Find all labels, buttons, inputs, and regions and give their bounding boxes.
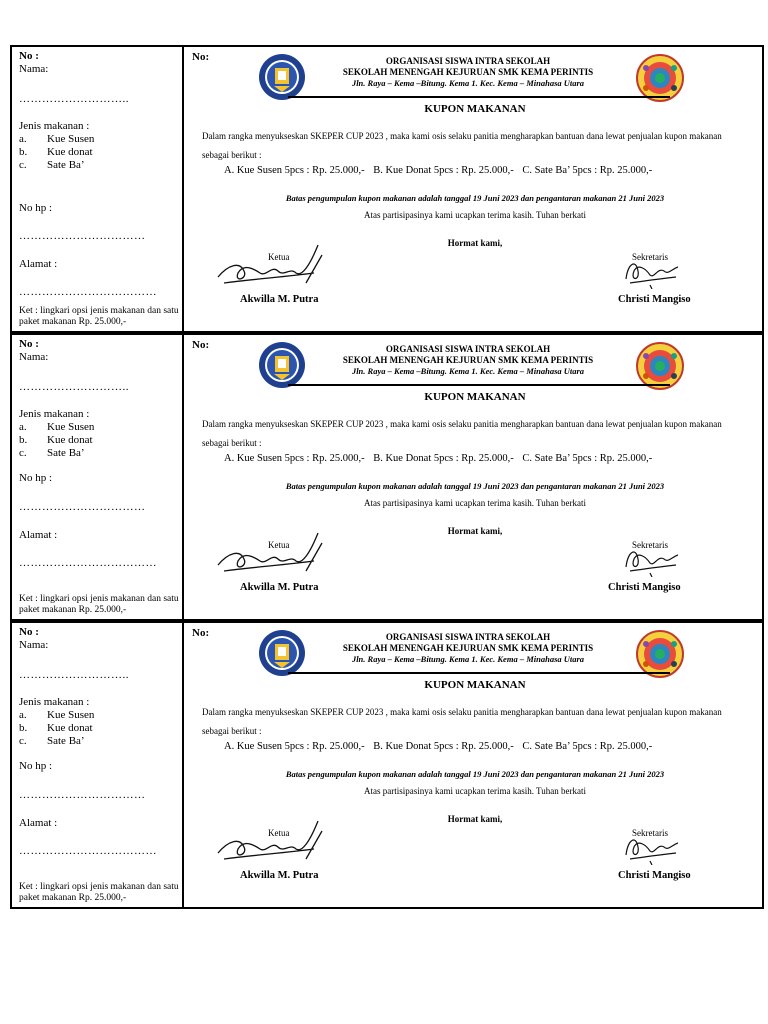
food-marker: b. <box>19 722 28 734</box>
stub-no-label: No : <box>19 338 39 350</box>
sekretaris-label: Sekretaris <box>632 540 668 550</box>
thanks-note: Atas partisipasinya kami ucapkan terima kasih. Tuhan berkati <box>364 498 586 508</box>
stub-nohp-line: …………………………… <box>19 789 146 801</box>
stub-jenis-label: Jenis makanan : <box>19 120 90 132</box>
sekretaris-name: Christi Mangiso <box>618 294 691 305</box>
food-label: Kue donat <box>47 434 93 446</box>
option-a: A. Kue Susen 5pcs : Rp. 25.000,- <box>224 453 365 464</box>
school-name: SEKOLAH MENENGAH KEJURUAN SMK KEMA PERINTIS <box>342 355 594 365</box>
menu-options <box>224 165 658 176</box>
food-label: Kue donat <box>47 722 93 734</box>
option-b: B. Kue Donat 5pcs : Rp. 25.000,- <box>373 165 514 176</box>
ketua-label: Ketua <box>268 252 290 262</box>
ketua-name: Akwilla M. Putra <box>240 870 319 881</box>
option-b: B. Kue Donat 5pcs : Rp. 25.000,- <box>373 741 514 752</box>
main-no-label: No: <box>192 51 210 63</box>
stub-alamat-label: Alamat : <box>19 258 58 270</box>
osis-logo-icon <box>636 630 684 678</box>
food-label: Kue donat <box>47 146 93 158</box>
stub-food-list <box>19 133 94 172</box>
food-item[interactable] <box>19 159 94 172</box>
closing: Hormat kami, <box>447 814 503 824</box>
org-name: ORGANISASI SISWA INTRA SEKOLAH <box>385 56 551 66</box>
coupon-stub <box>12 47 184 331</box>
osis-logo-icon <box>636 342 684 390</box>
org-name: ORGANISASI SISWA INTRA SEKOLAH <box>385 632 551 642</box>
food-item[interactable] <box>19 133 95 146</box>
ketua-label: Ketua <box>268 828 290 838</box>
food-marker: a. <box>19 709 27 721</box>
sekretaris-signature-icon <box>620 253 680 289</box>
food-item[interactable] <box>19 722 94 735</box>
coupon-title: KUPON MAKANAN <box>424 679 526 691</box>
food-item[interactable] <box>19 735 94 748</box>
stub-note: Ket : lingkari opsi jenis makanan dan satu paket makanan Rp. 25.000,- <box>19 882 179 903</box>
deadline-note: Batas pengumpulan kupon makanan adalah tanggal 19 Juni 2023 dan pengantaran makanan 21 Juni 2023 <box>285 769 665 779</box>
ketua-signature-icon <box>214 531 332 583</box>
coupon-stub <box>12 623 184 907</box>
ketua-signature-icon <box>214 819 332 871</box>
menu-options <box>224 453 658 464</box>
food-marker: c. <box>19 159 27 171</box>
deadline-note: Batas pengumpulan kupon makanan adalah tanggal 19 Juni 2023 dan pengantaran makanan 21 Juni 2023 <box>285 193 665 203</box>
stub-nohp-label: No hp : <box>19 202 52 214</box>
deadline-note: Batas pengumpulan kupon makanan adalah tanggal 19 Juni 2023 dan pengantaran makanan 21 Juni 2023 <box>285 481 665 491</box>
menu-options <box>224 741 658 752</box>
stub-alamat-label: Alamat : <box>19 817 58 829</box>
option-b: B. Kue Donat 5pcs : Rp. 25.000,- <box>373 453 514 464</box>
food-label: Kue Susen <box>47 709 95 721</box>
food-item[interactable] <box>19 447 94 460</box>
stub-nama-line: ……………………….. <box>19 669 129 681</box>
coupon-3 <box>10 621 764 909</box>
food-marker: b. <box>19 146 28 158</box>
food-marker: a. <box>19 421 27 433</box>
stub-food-list <box>19 421 94 460</box>
stub-nohp-line: …………………………… <box>19 501 146 513</box>
coupon-1 <box>10 45 764 333</box>
coupon-stub <box>12 335 184 619</box>
stub-nama-label: Nama: <box>19 351 49 363</box>
org-header <box>288 56 648 89</box>
coupon-title: KUPON MAKANAN <box>424 391 526 403</box>
coupon-description: Dalam rangka menyukseskan SKEPER CUP 2023 , maka kami osis selaku panitia mengharapkan bantuan dana lewat penjualan kupon makanan sebagai berikut : <box>202 707 722 736</box>
school-name: SEKOLAH MENENGAH KEJURUAN SMK KEMA PERINTIS <box>342 67 594 77</box>
food-item[interactable] <box>19 146 94 159</box>
coupon-main <box>188 623 762 907</box>
food-marker: c. <box>19 735 27 747</box>
stub-note: Ket : lingkari opsi jenis makanan dan satu paket makanan Rp. 25.000,- <box>19 594 179 615</box>
school-name: SEKOLAH MENENGAH KEJURUAN SMK KEMA PERINTIS <box>342 643 594 653</box>
coupon-description: Dalam rangka menyukseskan SKEPER CUP 2023 , maka kami osis selaku panitia mengharapkan bantuan dana lewat penjualan kupon makanan sebagai berikut : <box>202 131 722 160</box>
food-label: Sate Ba’ <box>47 735 85 747</box>
coupon-main <box>188 47 762 331</box>
header-divider <box>288 96 670 98</box>
stub-nohp-label: No hp : <box>19 472 52 484</box>
stub-nama-label: Nama: <box>19 639 49 651</box>
stub-jenis-label: Jenis makanan : <box>19 408 90 420</box>
option-c: C. Sate Ba’ 5pcs : Rp. 25.000,- <box>522 741 653 752</box>
option-a: A. Kue Susen 5pcs : Rp. 25.000,- <box>224 165 365 176</box>
closing: Hormat kami, <box>447 526 503 536</box>
main-no-label: No: <box>192 339 210 351</box>
org-name: ORGANISASI SISWA INTRA SEKOLAH <box>385 344 551 354</box>
thanks-note: Atas partisipasinya kami ucapkan terima kasih. Tuhan berkati <box>364 210 586 220</box>
stub-alamat-line: ……………………………… <box>19 845 157 857</box>
food-item[interactable] <box>19 421 95 434</box>
closing: Hormat kami, <box>447 238 503 248</box>
sekretaris-label: Sekretaris <box>632 252 668 262</box>
school-address: Jln. Raya – Kema –Bitung. Kema 1. Kec. Kema – Minahasa Utara <box>351 366 585 376</box>
option-c: C. Sate Ba’ 5pcs : Rp. 25.000,- <box>522 165 653 176</box>
food-item[interactable] <box>19 434 94 447</box>
food-label: Kue Susen <box>47 133 95 145</box>
stub-food-list <box>19 709 94 748</box>
sekretaris-signature-icon <box>620 541 680 577</box>
food-marker: a. <box>19 133 27 145</box>
option-a: A. Kue Susen 5pcs : Rp. 25.000,- <box>224 741 365 752</box>
stub-nama-label: Nama: <box>19 63 49 75</box>
stub-jenis-label: Jenis makanan : <box>19 696 90 708</box>
coupon-title: KUPON MAKANAN <box>424 103 526 115</box>
stub-nama-line: ……………………….. <box>19 381 129 393</box>
food-marker: c. <box>19 447 27 459</box>
sekretaris-label: Sekretaris <box>632 828 668 838</box>
ketua-name: Akwilla M. Putra <box>240 582 319 593</box>
coupon-description: Dalam rangka menyukseskan SKEPER CUP 2023 , maka kami osis selaku panitia mengharapkan bantuan dana lewat penjualan kupon makanan sebagai berikut : <box>202 419 722 448</box>
stub-alamat-line: ……………………………… <box>19 286 157 298</box>
stub-no-label: No : <box>19 50 39 62</box>
sekretaris-signature-icon <box>620 829 680 865</box>
stub-alamat-line: ……………………………… <box>19 557 157 569</box>
thanks-note: Atas partisipasinya kami ucapkan terima kasih. Tuhan berkati <box>364 786 586 796</box>
stub-no-label: No : <box>19 626 39 638</box>
option-c: C. Sate Ba’ 5pcs : Rp. 25.000,- <box>522 453 653 464</box>
org-header <box>288 344 648 377</box>
food-label: Kue Susen <box>47 421 95 433</box>
stub-nama-line: ……………………….. <box>19 93 129 105</box>
header-divider <box>288 672 670 674</box>
ketua-label: Ketua <box>268 540 290 550</box>
ketua-signature-icon <box>214 243 332 295</box>
stub-alamat-label: Alamat : <box>19 529 58 541</box>
main-no-label: No: <box>192 627 210 639</box>
coupon-main <box>188 335 762 619</box>
food-item[interactable] <box>19 709 95 722</box>
stub-note: Ket : lingkari opsi jenis makanan dan satu paket makanan Rp. 25.000,- <box>19 306 179 327</box>
osis-logo-icon <box>636 54 684 102</box>
coupon-2 <box>10 333 764 621</box>
org-header <box>288 632 648 665</box>
sekretaris-name: Christi Mangiso <box>608 582 681 593</box>
ketua-name: Akwilla M. Putra <box>240 294 319 305</box>
sekretaris-name: Christi Mangiso <box>618 870 691 881</box>
food-label: Sate Ba’ <box>47 447 85 459</box>
header-divider <box>288 384 670 386</box>
food-marker: b. <box>19 434 28 446</box>
stub-nohp-line: …………………………… <box>19 230 146 242</box>
school-address: Jln. Raya – Kema –Bitung. Kema 1. Kec. Kema – Minahasa Utara <box>351 654 585 664</box>
school-address: Jln. Raya – Kema –Bitung. Kema 1. Kec. Kema – Minahasa Utara <box>351 78 585 88</box>
food-label: Sate Ba’ <box>47 159 85 171</box>
stub-nohp-label: No hp : <box>19 760 52 772</box>
